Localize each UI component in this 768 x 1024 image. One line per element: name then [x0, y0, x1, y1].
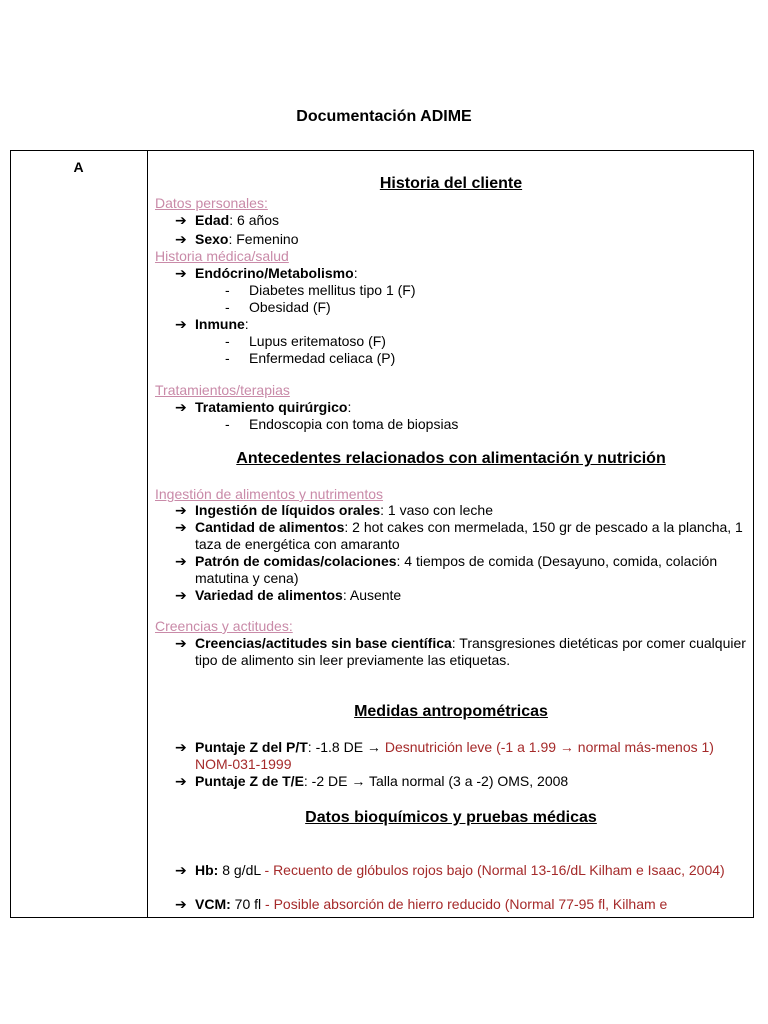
bullet-value: :	[244, 316, 249, 332]
bullet-edad	[175, 212, 751, 229]
dash-icon: -	[225, 282, 230, 298]
bullet-value: : 1 vaso con leche	[380, 502, 493, 518]
section-datos-personales: Datos personales:	[155, 195, 268, 211]
dash-item-text: Obesidad (F)	[249, 299, 331, 315]
dash-icon: -	[225, 299, 230, 315]
bullet-key: VCM:	[195, 896, 231, 912]
heading-medidas: Medidas antropométricas	[354, 703, 548, 720]
dash-item-text: Lupus eritematoso (F)	[249, 333, 386, 349]
arrow-icon: ➔	[175, 739, 187, 755]
bullet-value: : 6 años	[229, 212, 280, 228]
dash-icon: -	[225, 333, 230, 349]
bullet-key: Puntaje Z de T/E	[195, 773, 304, 789]
dash-icon: -	[225, 416, 230, 432]
bullet-key: Creencias/actitudes sin base científica	[195, 635, 452, 651]
bullet-value: : -1.8 DE →	[307, 739, 385, 755]
column-a	[11, 151, 148, 917]
dash-item-text: Enfermedad celiaca (P)	[249, 350, 396, 366]
bullet-creencias	[175, 635, 751, 669]
arrow-icon: ➔	[175, 635, 187, 651]
dash-item	[225, 333, 386, 350]
arrow-icon: ➔	[175, 862, 187, 878]
bullet-endocrino	[175, 265, 751, 282]
bullet-key: Patrón de comidas/colaciones	[195, 553, 397, 569]
dash-item-text: Diabetes mellitus tipo 1 (F)	[249, 282, 416, 298]
bullet-key: Hb:	[195, 862, 219, 878]
bullet-sexo	[175, 231, 751, 248]
bullet-value: :	[347, 399, 352, 415]
arrow-icon: ➔	[175, 212, 187, 228]
bullet-key: Cantidad de alimentos	[195, 519, 345, 535]
bullet-variedad-alimentos	[175, 587, 751, 604]
section-ingestion: Ingestión de alimentos y nutrimentos	[155, 486, 384, 502]
bullet-key: Sexo	[195, 231, 229, 247]
assessment-content	[149, 151, 753, 917]
bullet-note: - Recuento de glóbulos rojos bajo (Normal 13-16/dL Kilham e Isaac, 2004)	[260, 862, 725, 878]
dash-item	[225, 299, 331, 316]
bullet-value: : -2 DE → Talla normal (3 a -2) OMS, 2008	[303, 773, 569, 789]
bullet-value: : Transgresiones dietéticas por comer cualquier tipo de alimento sin leer previamente las etiquetas.	[195, 635, 746, 668]
section-historia-medica: Historia médica/salud	[155, 248, 289, 264]
arrow-icon: ➔	[175, 231, 187, 247]
column-a-label: A	[73, 159, 84, 175]
bullet-value: : 2 hot cakes con mermelada, 150 gr de pescado a la plancha, 1 taza de energética con amaranto	[195, 519, 743, 552]
bullet-tratamiento-quirurgico	[175, 399, 751, 416]
bullet-key: Ingestión de líquidos orales	[195, 502, 381, 518]
bullet-key: Tratamiento quirúrgico	[195, 399, 348, 415]
arrow-icon: ➔	[175, 896, 187, 912]
arrow-icon: ➔	[175, 519, 187, 535]
bullet-value: :	[353, 265, 358, 281]
bullet-key: Inmune	[195, 316, 245, 332]
arrow-icon: ➔	[175, 265, 187, 281]
arrow-icon: ➔	[175, 587, 187, 603]
dash-icon: -	[225, 350, 230, 366]
bullet-patron-comidas	[175, 553, 751, 587]
bullet-value: : Femenino	[228, 231, 299, 247]
bullet-vcm	[175, 896, 751, 913]
dash-item	[225, 416, 458, 433]
arrow-icon: ➔	[175, 553, 187, 569]
bullet-value: : Ausente	[342, 587, 402, 603]
bullet-cantidad-alimentos	[175, 519, 751, 553]
bullet-value: 70 fl	[230, 896, 266, 912]
bullet-inmune	[175, 316, 751, 333]
section-creencias: Creencias y actitudes:	[155, 618, 293, 634]
bullet-key: Variedad de alimentos	[195, 587, 343, 603]
adime-table	[10, 150, 754, 918]
heading-antecedentes: Antecedentes relacionados con alimentación y nutrición	[236, 450, 666, 467]
section-tratamientos: Tratamientos/terapias	[155, 382, 290, 398]
bullet-key: Endócrino/Metabolismo	[195, 265, 354, 281]
bullet-puntaje-pt	[175, 739, 751, 773]
heading-bioquimicos: Datos bioquímicos y pruebas médicas	[305, 809, 597, 826]
bullet-note: Desnutrición leve (-1 a 1.99 → normal más-menos 1) NOM-031-1999	[195, 739, 714, 772]
document-title: Documentación ADIME	[296, 108, 472, 125]
arrow-icon: ➔	[175, 316, 187, 332]
arrow-icon: ➔	[175, 773, 187, 789]
dash-item	[225, 282, 416, 299]
bullet-note: - Posible absorción de hierro reducido (Normal 77-95 fl, Kilham e	[265, 896, 668, 912]
bullet-value: 8 g/dL	[218, 862, 261, 878]
arrow-icon: ➔	[175, 399, 187, 415]
heading-historia-cliente: Historia del cliente	[379, 175, 523, 192]
bullet-value: : 4 tiempos de comida (Desayuno, comida, colación matutina y cena)	[195, 553, 718, 586]
bullet-hb	[175, 862, 751, 879]
dash-item	[225, 350, 395, 367]
dash-item-text: Endoscopia con toma de biopsias	[249, 416, 459, 432]
arrow-icon: ➔	[175, 502, 187, 518]
bullet-key: Edad	[195, 212, 230, 228]
bullet-ingestion-liquidos	[175, 502, 751, 519]
bullet-puntaje-te	[175, 773, 751, 790]
bullet-key: Puntaje Z del P/T	[195, 739, 308, 755]
